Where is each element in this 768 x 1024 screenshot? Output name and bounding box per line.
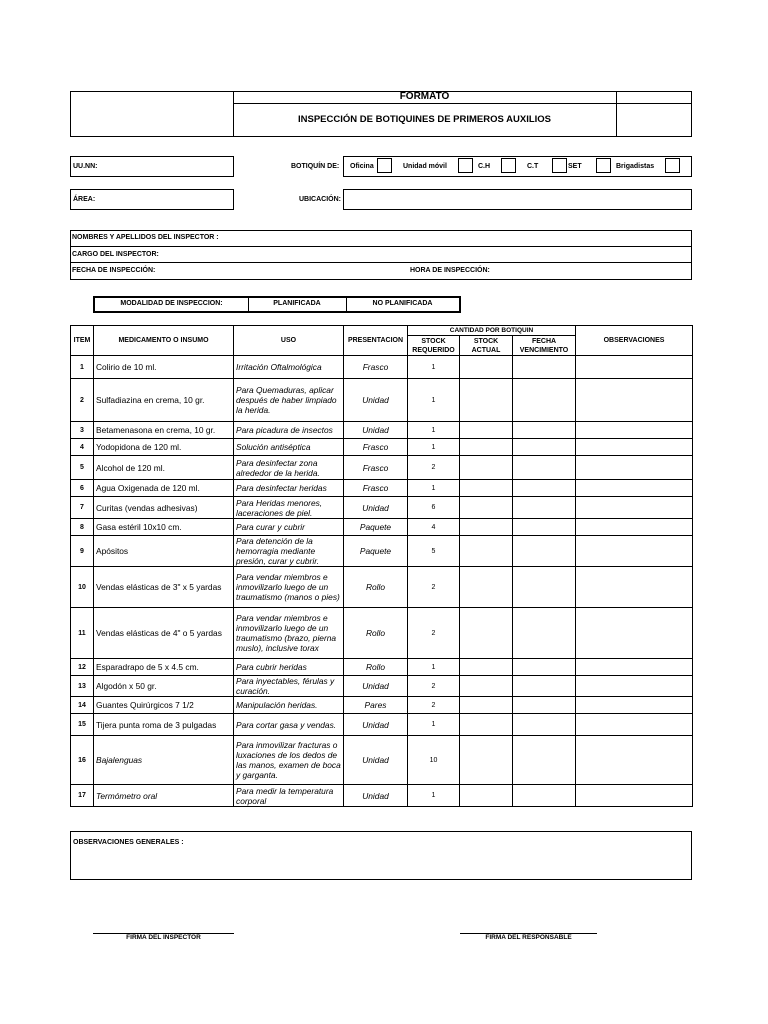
option-unidad-movil-checkbox[interactable] (458, 158, 473, 173)
item-stock-requerido: 1 (408, 714, 460, 736)
modalidad-label: MODALIDAD DE INSPECCION: (120, 300, 223, 307)
item-fecha-vencimiento[interactable] (513, 356, 576, 379)
item-stock-actual[interactable] (460, 536, 513, 567)
item-fecha-vencimiento[interactable] (513, 379, 576, 422)
item-observaciones[interactable] (576, 519, 693, 536)
item-observaciones[interactable] (576, 676, 693, 697)
item-medicamento: Colirio de 10 ml. (94, 356, 234, 379)
item-fecha-vencimiento[interactable] (513, 497, 576, 519)
item-number: 16 (71, 736, 94, 785)
item-presentacion: Unidad (344, 497, 408, 519)
nombres-inspector-label: NOMBRES Y APELLIDOS DEL INSPECTOR : (72, 234, 219, 241)
item-fecha-vencimiento[interactable] (513, 785, 576, 807)
item-presentacion: Unidad (344, 379, 408, 422)
item-fecha-vencimiento[interactable] (513, 519, 576, 536)
table-row (71, 536, 693, 567)
item-number: 1 (71, 356, 94, 379)
item-observaciones[interactable] (576, 536, 693, 567)
item-uso: Solución antiséptica (234, 439, 344, 456)
item-number: 12 (71, 659, 94, 676)
hora-inspeccion-label: HORA DE INSPECCIÓN: (410, 267, 490, 274)
item-stock-requerido: 2 (408, 697, 460, 714)
item-observaciones[interactable] (576, 659, 693, 676)
table-row (71, 785, 693, 807)
item-presentacion: Frasco (344, 356, 408, 379)
formato-title: FORMATO (399, 91, 450, 102)
item-fecha-vencimiento[interactable] (513, 608, 576, 659)
option-brigadistas-label: Brigadistas (616, 163, 655, 170)
item-observaciones[interactable] (576, 785, 693, 807)
firma-inspector-label: FIRMA DEL INSPECTOR (126, 934, 201, 941)
item-stock-requerido: 1 (408, 480, 460, 497)
area-label: ÁREA: (73, 196, 96, 203)
table-row (71, 697, 693, 714)
item-stock-requerido: 6 (408, 497, 460, 519)
item-presentacion: Rollo (344, 567, 408, 608)
item-fecha-vencimiento[interactable] (513, 676, 576, 697)
item-observaciones[interactable] (576, 379, 693, 422)
item-stock-requerido: 2 (408, 456, 460, 480)
table-row (71, 736, 693, 785)
item-number: 11 (71, 608, 94, 659)
item-stock-actual[interactable] (460, 456, 513, 480)
item-medicamento: Agua Oxigenada de 120 ml. (94, 480, 234, 497)
item-observaciones[interactable] (576, 439, 693, 456)
item-stock-requerido: 1 (408, 659, 460, 676)
fecha-inspeccion-label: FECHA DE INSPECCIÓN: (72, 267, 156, 274)
item-observaciones[interactable] (576, 356, 693, 379)
inspector-block (70, 230, 692, 280)
option-ch-checkbox[interactable] (501, 158, 516, 173)
item-uso: Para cortar gasa y vendas. (234, 714, 344, 736)
item-number: 4 (71, 439, 94, 456)
header-item: ITEM (71, 326, 94, 356)
item-observaciones[interactable] (576, 480, 693, 497)
item-fecha-vencimiento[interactable] (513, 422, 576, 439)
item-stock-requerido: 2 (408, 676, 460, 697)
uunn-field[interactable] (70, 156, 234, 177)
table-row (71, 456, 693, 480)
item-number: 3 (71, 422, 94, 439)
no-planificada-option[interactable]: NO PLANIFICADA (372, 300, 433, 307)
option-ct-checkbox[interactable] (552, 158, 567, 173)
observaciones-generales-field[interactable] (70, 831, 692, 880)
item-medicamento: Termómetro oral (94, 785, 234, 807)
table-row (71, 379, 693, 422)
header-stock-actual: STOCK ACTUAL (460, 336, 513, 356)
item-presentacion: Pares (344, 697, 408, 714)
item-presentacion: Unidad (344, 785, 408, 807)
item-fecha-vencimiento[interactable] (513, 456, 576, 480)
item-stock-actual[interactable] (460, 519, 513, 536)
option-set-checkbox[interactable] (596, 158, 611, 173)
item-medicamento: Betamenasona en crema, 10 gr. (94, 422, 234, 439)
item-stock-actual[interactable] (460, 785, 513, 807)
table-row (71, 608, 693, 659)
table-row (71, 497, 693, 519)
header-presentacion: PRESENTACION (344, 326, 408, 356)
item-uso: Para desinfectar heridas (234, 480, 344, 497)
item-medicamento: Vendas elásticas de 3" x 5 yardas (94, 567, 234, 608)
item-number: 2 (71, 379, 94, 422)
botiquin-items-table (70, 325, 693, 807)
observaciones-generales-label: OBSERVACIONES GENERALES : (73, 839, 184, 846)
item-observaciones[interactable] (576, 456, 693, 480)
item-number: 13 (71, 676, 94, 697)
item-uso: Manipulación heridas. (234, 697, 344, 714)
option-unidad-movil-label: Unidad móvil (403, 163, 447, 170)
item-presentacion: Unidad (344, 714, 408, 736)
item-number: 14 (71, 697, 94, 714)
item-stock-requerido: 1 (408, 356, 460, 379)
item-stock-actual[interactable] (460, 567, 513, 608)
item-stock-actual[interactable] (460, 356, 513, 379)
item-medicamento: Tijera punta roma de 3 pulgadas (94, 714, 234, 736)
item-stock-requerido: 4 (408, 519, 460, 536)
item-uso: Para inmovilizar fracturas o luxaciones de los dedos de las manos, examen de boca y garganta. (234, 736, 344, 785)
item-uso: Para Quemaduras, aplicar después de haber limpiado la herida. (234, 379, 344, 422)
item-stock-actual[interactable] (460, 379, 513, 422)
item-medicamento: Vendas elásticas de 4" o 5 yardas (94, 608, 234, 659)
item-fecha-vencimiento[interactable] (513, 567, 576, 608)
item-presentacion: Frasco (344, 439, 408, 456)
item-stock-requerido: 2 (408, 608, 460, 659)
item-stock-actual[interactable] (460, 736, 513, 785)
item-medicamento: Alcohol de 120 ml. (94, 456, 234, 480)
table-row (71, 567, 693, 608)
item-stock-actual[interactable] (460, 439, 513, 456)
item-presentacion: Paquete (344, 536, 408, 567)
header-cantidad: CANTIDAD POR BOTIQUIN (408, 326, 576, 336)
item-observaciones[interactable] (576, 736, 693, 785)
table-row (71, 659, 693, 676)
item-stock-requerido: 1 (408, 422, 460, 439)
item-uso: Para detención de la hemorragia mediante presión, curar y cubrir. (234, 536, 344, 567)
item-observaciones[interactable] (576, 422, 693, 439)
item-medicamento: Gasa estéril 10x10 cm. (94, 519, 234, 536)
table-row (71, 480, 693, 497)
item-stock-actual[interactable] (460, 676, 513, 697)
option-oficina-label: Oficina (350, 163, 374, 170)
item-observaciones[interactable] (576, 497, 693, 519)
area-field[interactable] (70, 189, 234, 210)
item-number: 15 (71, 714, 94, 736)
botiquin-label: BOTIQUÍN DE: (291, 163, 340, 170)
option-brigadistas-checkbox[interactable] (665, 158, 680, 173)
item-stock-actual[interactable] (460, 422, 513, 439)
item-presentacion: Frasco (344, 480, 408, 497)
ubicacion-field[interactable] (343, 189, 692, 210)
item-observaciones[interactable] (576, 714, 693, 736)
header-uso: USO (234, 326, 344, 356)
item-medicamento: Esparadrapo de 5 x 4.5 cm. (94, 659, 234, 676)
item-medicamento: Yodopidona de 120 ml. (94, 439, 234, 456)
header-block (70, 91, 692, 137)
header-observaciones: OBSERVACIONES (576, 326, 693, 356)
item-stock-requerido: 2 (408, 567, 460, 608)
item-stock-requerido: 5 (408, 536, 460, 567)
item-uso: Para vendar miembros e inmovilizarlo luego de un traumatismo (brazo, pierna muslo), inclusive torax (234, 608, 344, 659)
item-number: 6 (71, 480, 94, 497)
item-presentacion: Rollo (344, 608, 408, 659)
item-presentacion: Unidad (344, 736, 408, 785)
item-medicamento: Apósitos (94, 536, 234, 567)
firma-responsable-label: FIRMA DEL RESPONSABLE (485, 934, 572, 941)
item-uso: Para inyectables, férulas y curación. (234, 676, 344, 697)
header-medicamento: MEDICAMENTO O INSUMO (94, 326, 234, 356)
option-ch-label: C.H (478, 163, 491, 170)
item-uso: Para desinfectar zona alrededor de la herida. (234, 456, 344, 480)
item-fecha-vencimiento[interactable] (513, 536, 576, 567)
item-uso: Para curar y cubrir (234, 519, 344, 536)
option-ct-label: C.T (527, 163, 539, 170)
item-presentacion: Paquete (344, 519, 408, 536)
item-medicamento: Curitas (vendas adhesivas) (94, 497, 234, 519)
table-row (71, 519, 693, 536)
item-fecha-vencimiento[interactable] (513, 714, 576, 736)
table-row (71, 439, 693, 456)
table-row (71, 676, 693, 697)
item-stock-requerido: 10 (408, 736, 460, 785)
item-number: 17 (71, 785, 94, 807)
header-stock-requerido: STOCK REQUERIDO (408, 336, 460, 356)
item-fecha-vencimiento[interactable] (513, 697, 576, 714)
item-uso: Para vendar miembros e inmovilizarlo luego de un traumatismo (manos o pies) (234, 567, 344, 608)
item-presentacion: Unidad (344, 676, 408, 697)
item-stock-actual[interactable] (460, 608, 513, 659)
item-presentacion: Frasco (344, 456, 408, 480)
item-presentacion: Unidad (344, 422, 408, 439)
item-stock-actual[interactable] (460, 697, 513, 714)
item-stock-actual[interactable] (460, 480, 513, 497)
item-uso: Para medir la temperatura corporal (234, 785, 344, 807)
table-row (71, 356, 693, 379)
item-stock-actual[interactable] (460, 497, 513, 519)
header-fecha-vencimiento: FECHA VENCIMIENTO (513, 336, 576, 356)
item-fecha-vencimiento[interactable] (513, 480, 576, 497)
table-row (71, 422, 693, 439)
ubicacion-label: UBICACIÓN: (299, 196, 341, 203)
option-set-label: SET (568, 163, 582, 170)
item-medicamento: Bajalenguas (94, 736, 234, 785)
item-uso: Para picadura de insectos (234, 422, 344, 439)
item-uso: Para cubrir heridas (234, 659, 344, 676)
item-stock-requerido: 1 (408, 439, 460, 456)
item-stock-requerido: 1 (408, 785, 460, 807)
option-oficina-checkbox[interactable] (377, 158, 392, 173)
item-observaciones[interactable] (576, 697, 693, 714)
item-medicamento: Sulfadiazina en crema, 10 gr. (94, 379, 234, 422)
item-number: 9 (71, 536, 94, 567)
page-title: INSPECCIÓN DE BOTIQUINES DE PRIMEROS AUXILIOS (297, 114, 551, 125)
item-stock-requerido: 1 (408, 379, 460, 422)
planificada-option[interactable]: PLANIFICADA (273, 300, 321, 307)
item-observaciones[interactable] (576, 567, 693, 608)
item-number: 10 (71, 567, 94, 608)
table-row (71, 714, 693, 736)
item-fecha-vencimiento[interactable] (513, 439, 576, 456)
item-uso: Irritación Oftalmológica (234, 356, 344, 379)
item-stock-actual[interactable] (460, 714, 513, 736)
item-medicamento: Guantes Quirúrgicos 7 1/2 (94, 697, 234, 714)
item-observaciones[interactable] (576, 608, 693, 659)
item-number: 8 (71, 519, 94, 536)
item-number: 7 (71, 497, 94, 519)
item-presentacion: Rollo (344, 659, 408, 676)
item-stock-actual[interactable] (460, 659, 513, 676)
uunn-label: UU.NN: (73, 163, 98, 170)
item-uso: Para Heridas menores, laceraciones de piel. (234, 497, 344, 519)
item-medicamento: Algodón x 50 gr. (94, 676, 234, 697)
cargo-inspector-label: CARGO DEL INSPECTOR: (72, 251, 159, 258)
item-number: 5 (71, 456, 94, 480)
modalidad-row (93, 296, 461, 313)
item-fecha-vencimiento[interactable] (513, 659, 576, 676)
item-fecha-vencimiento[interactable] (513, 736, 576, 785)
